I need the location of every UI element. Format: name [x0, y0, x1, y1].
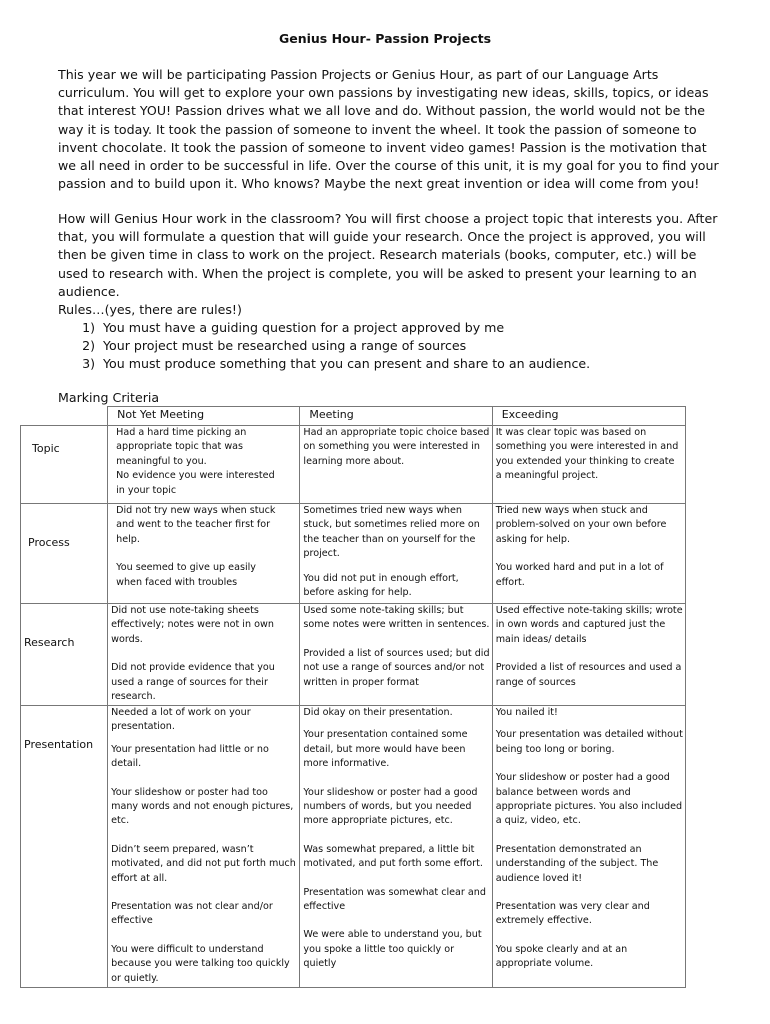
row-label-research: Research	[24, 636, 75, 649]
cell-text: Presentation demonstrated an understanding of the subject. The audience loved it!	[495, 843, 659, 884]
cell-text: Presentation was somewhat clear and effective	[303, 886, 486, 913]
header-exceeding: Exceeding	[492, 407, 685, 426]
table-row-research	[21, 604, 686, 706]
rules-heading: Rules…(yes, there are rules!)	[58, 302, 242, 317]
rule-text: You must have a guiding question for a project approved by me	[103, 320, 505, 335]
how-paragraph: How will Genius Hour work in the classroom? You will first choose a project topic that interests you. After that, you will formulate a question that will guide your research. Once the project is approved, you will then be given time in class to work on the project. Research materials (books, computer, etc.) will be used to research with. When the project is complete, you will be asked to present your learning to an audience.	[58, 211, 718, 299]
intro-paragraph: This year we will be participating Passion Projects or Genius Hour, as part of our Language Arts curriculum. You will get to explore your own passions by investigating new ideas, skills, topics, or ideas that interest YOU! Passion drives what we all love and do. Without passion, the world would not be the way it is today. It took the passion of someone to invent the wheel. It took the passion of someone to invent chocolate. It took the passion of someone to invent video games! Passion is the motivation that we all need in order to be successful in life. Over the course of this unit, it is my goal for you to find your passion and to build upon it. Who knows? Maybe the next great invention or idea will come from you!	[58, 67, 719, 192]
cell-process-exceeding	[492, 504, 685, 604]
cell-text: Your slideshow or poster had a good numbers of words, but you needed more appropriate pictures, etc.	[303, 786, 478, 827]
cell-text: Used some note-taking skills; but some notes were written in sentences.	[303, 605, 490, 631]
cell-text: Provided a list of sources used; but did not use a range of sources and/or not written in proper format	[303, 647, 490, 688]
header-not-yet-meeting: Not Yet Meeting	[108, 407, 300, 426]
cell-text: You were difficult to understand because you were talking too quickly or quietly.	[111, 943, 290, 984]
cell-research-exceeding	[492, 604, 685, 706]
cell-text: Presentation was not clear and/or effective	[111, 901, 273, 927]
document-title: Genius Hour- Passion Projects	[278, 31, 492, 46]
cell-presentation-not-yet	[108, 706, 300, 988]
cell-text: Did not try new ways when stuck and went to the teacher first for help.	[116, 505, 276, 545]
cell-text: Had an appropriate topic choice based on something you were interested in learning more about.	[303, 427, 490, 467]
cell-text: Your slideshow or poster had too many words and not enough pictures, etc.	[111, 786, 294, 827]
table-row-process	[21, 504, 686, 604]
rules-list	[58, 319, 590, 374]
cell-text: You worked hard and put in a lot of effort.	[495, 562, 664, 588]
marking-criteria-table	[20, 406, 686, 988]
row-label-process: Process	[28, 536, 70, 549]
row-label-presentation: Presentation	[24, 738, 94, 751]
cell-text: Needed a lot of work on your presentation.	[111, 707, 251, 733]
rule-item	[58, 319, 590, 337]
cell-text: Had a hard time picking an appropriate topic that was meaningful to you.	[116, 427, 247, 467]
rule-item	[58, 337, 590, 355]
table-row-presentation	[21, 706, 686, 988]
rule-item	[58, 355, 590, 373]
cell-text: You seemed to give up easily when faced with troubles	[116, 562, 256, 588]
cell-text: Used effective note-taking skills; wrote in own words and captured just the main ideas/ details	[495, 605, 683, 645]
rule-number: 2)	[82, 338, 95, 354]
header-empty-cell	[21, 407, 108, 426]
cell-text: Didn’t seem prepared, wasn’t motivated, and did not put forth much effort at all.	[111, 843, 296, 884]
cell-text: No evidence you were interested in your topic	[116, 470, 275, 496]
rule-number: 3)	[82, 356, 95, 372]
cell-text: Provided a list of resources and used a range of sources	[495, 662, 682, 688]
cell-text: You spoke clearly and at an appropriate volume.	[495, 943, 628, 970]
cell-text: Did okay on their presentation.	[303, 707, 453, 718]
cell-text: Tried new ways when stuck and problem-solved on your own before asking for help.	[495, 505, 667, 545]
cell-process-meeting	[300, 504, 492, 604]
cell-text: It was clear topic was based on something you were interested in and you extended your thinking to create a meaningful project.	[495, 427, 679, 482]
cell-text: Your slideshow or poster had a good balance between words and appropriate pictures. You also included a quiz, video, etc.	[495, 772, 683, 827]
cell-process-not-yet	[108, 504, 300, 604]
cell-research-meeting	[300, 604, 492, 706]
cell-presentation-exceeding	[492, 706, 685, 988]
cell-text: Your presentation was detailed without being too long or boring.	[495, 729, 683, 755]
cell-text: Was somewhat prepared, a little bit motivated, and put forth some effort.	[303, 843, 483, 870]
table-header-row	[21, 407, 686, 426]
cell-text: Your presentation contained some detail, but more would have been more informative.	[303, 729, 468, 770]
cell-topic-exceeding	[492, 426, 685, 504]
rule-text: Your project must be researched using a range of sources	[103, 338, 467, 354]
cell-text: You nailed it!	[495, 707, 558, 718]
row-label-cell	[21, 706, 108, 988]
rule-number: 1)	[82, 320, 95, 335]
cell-topic-not-yet	[108, 426, 300, 504]
cell-text: We were able to understand you, but you spoke a little too quickly or quietly	[303, 929, 482, 970]
table-row-topic	[21, 426, 686, 504]
marking-criteria-heading: Marking Criteria	[58, 390, 160, 405]
row-label-cell	[21, 604, 108, 706]
cell-research-not-yet	[108, 604, 300, 706]
rule-text: You must produce something that you can present and share to an audience.	[103, 356, 591, 372]
row-label-cell	[21, 426, 108, 504]
cell-presentation-meeting	[300, 706, 492, 988]
header-meeting: Meeting	[300, 407, 492, 426]
cell-text: Presentation was very clear and extremely effective.	[495, 901, 650, 927]
cell-text: Did not use note-taking sheets effectively; notes were not in own words.	[111, 605, 274, 645]
cell-text: Sometimes tried new ways when stuck, but sometimes relied more on the teacher than on yourself for the project.	[303, 505, 480, 560]
cell-text: Did not provide evidence that you used a range of sources for their research.	[111, 662, 275, 703]
row-label-cell	[21, 504, 108, 604]
row-label-topic: Topic	[32, 442, 60, 455]
cell-text: You did not put in enough effort, before asking for help.	[303, 572, 459, 599]
cell-text: Your presentation had little or no detail.	[111, 743, 269, 770]
cell-topic-meeting	[300, 426, 492, 504]
